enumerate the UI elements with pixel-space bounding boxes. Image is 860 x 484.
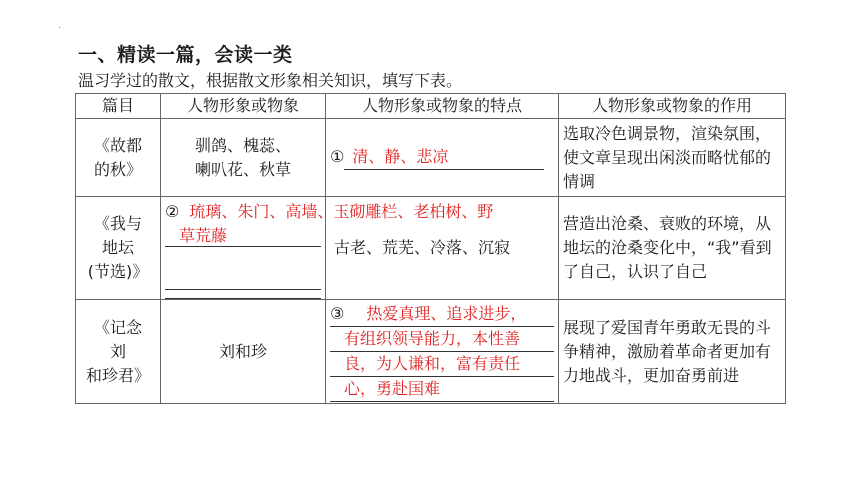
table-header-row xyxy=(76,94,786,119)
row1-image: 驯鸽、槐蕊、 喇叭花、秋草 xyxy=(161,119,326,197)
answer-text: 琉璃、朱门、高墙、玉砌雕栏、老柏树、野 xyxy=(189,202,494,221)
row3-effect: 展现了爱国青年勇敢无畏的斗争精神，激励着革命者更加有力地战斗，更加奋勇前进 xyxy=(559,300,786,404)
answer-text: 有组织领导能力，本性善 xyxy=(344,329,521,348)
row2-title: 《我与 地坛 (节选)》 xyxy=(76,197,161,300)
essay-image-table xyxy=(75,93,786,404)
header-feature: 人物形象或物象的特点 xyxy=(326,94,559,119)
row3-image: 刘和珍 xyxy=(161,300,326,404)
answer-text: 良，为人谦和，富有责任 xyxy=(344,354,521,373)
answer-text: 心，勇赴国难 xyxy=(344,379,441,398)
row1-effect: 选取冷色调景物，渲染氛围，使文章呈现出闲淡而略忧郁的情调 xyxy=(559,119,786,197)
header-title: 篇目 xyxy=(76,94,161,119)
table-row xyxy=(76,300,786,404)
answer-text: 热爱真理、追求进步， xyxy=(366,304,527,323)
table-row xyxy=(76,197,786,300)
header-image: 人物形象或物象 xyxy=(161,94,326,119)
section-heading: 一、精读一篇，会读一类 xyxy=(78,44,293,66)
answer-blank xyxy=(165,269,321,290)
header-effect: 人物形象或物象的作用 xyxy=(559,94,786,119)
table-row xyxy=(76,119,786,197)
row3-feature: ③ 热爱真理、追求进步， 有组织领导能力，本性善 良，为人谦和，富有责任 心，勇赴国难 xyxy=(326,300,559,404)
row2-effect: 营造出沧桑、衰败的环境，从地坛的沧桑变化中，“我”看到了自己，认识了自己 xyxy=(559,197,786,300)
bullet-dot: . xyxy=(58,20,62,31)
answer-blank xyxy=(165,292,321,299)
row1-feature: ① 清、静、悲凉 xyxy=(326,119,559,197)
answer-text: 草荒藤 xyxy=(179,226,228,245)
row1-title: 《故都 的秋》 xyxy=(76,119,161,197)
row2-feature: 古老、荒芜、冷落、沉寂 xyxy=(326,197,559,300)
answer-text: 清、静、悲凉 xyxy=(352,147,449,166)
answer-blank xyxy=(344,145,544,170)
instruction-text: 温习学过的散文，根据散文形象相关知识，填写下表。 xyxy=(78,71,463,90)
row3-title: 《记念 刘 和珍君》 xyxy=(76,300,161,404)
row2-image: ② 琉璃、朱门、高墙、玉砌雕栏、老柏树、野 草荒藤 xyxy=(161,197,326,300)
